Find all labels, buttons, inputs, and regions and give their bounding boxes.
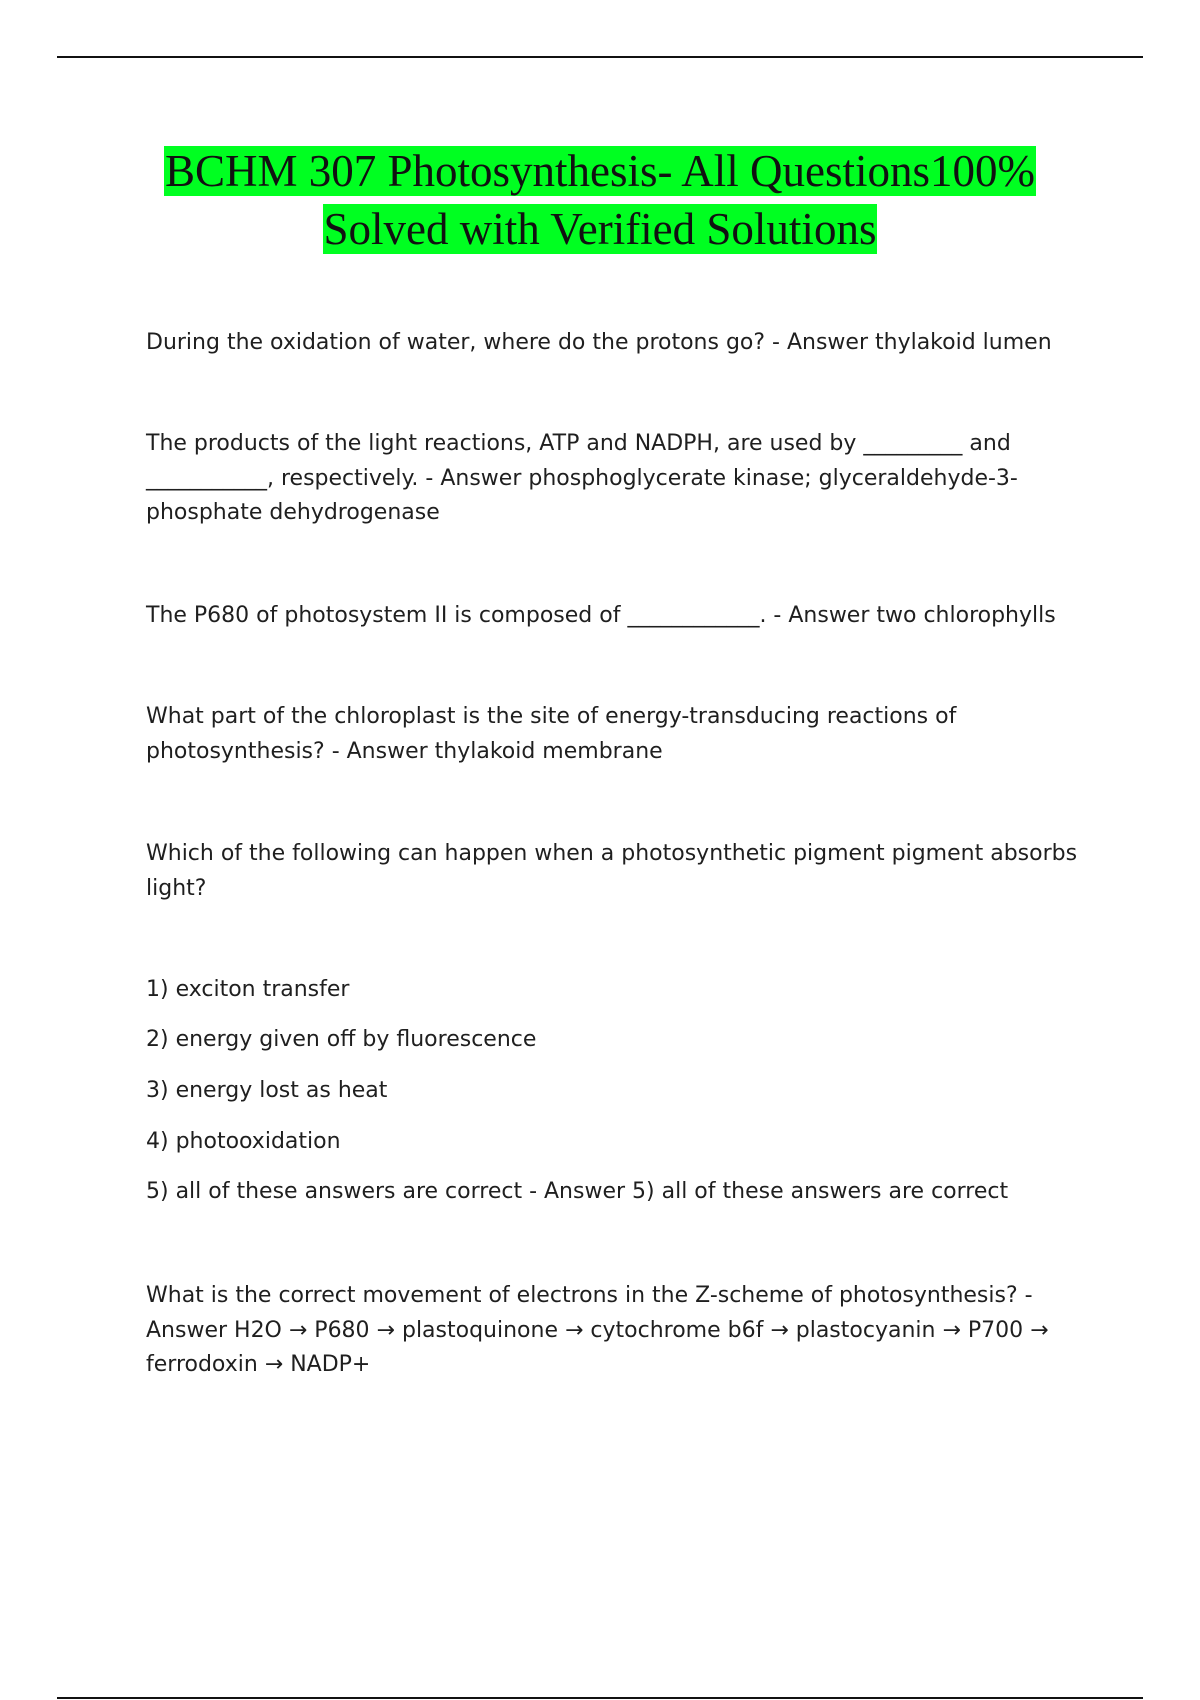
document-title [0, 142, 1200, 258]
bottom-rule [57, 1697, 1143, 1699]
qa-item: Which of the following can happen when a photosynthetic pigment pigment absorbs light? [146, 841, 1078, 901]
option-item: 1) exciton transfer [146, 977, 350, 1002]
qa-item: The P680 of photosystem II is composed of ____________. - Answer two chlorophylls [146, 603, 1056, 628]
qa-item: What is the correct movement of electrons in the Z-scheme of photosynthesis? - Answer H2O → P680 → plastoquinone → cytochrome b6f → plastocyanin → P700 → ferrodoxin → NADP+ [146, 1283, 1049, 1377]
option-item: 4) photooxidation [146, 1129, 341, 1154]
qa-item: The products of the light reactions, ATP and NADPH, are used by _________ and ___________, respectively. - Answer phosphoglycerate kinase; glyceraldehyde-3-phosphate dehydrogenase [146, 431, 1018, 525]
qa-item: What part of the chloroplast is the site of energy-transducing reactions of photosynthesis? - Answer thylakoid membrane [146, 704, 957, 764]
title-line-1: BCHM 307 Photosynthesis- All Questions100% [164, 146, 1036, 196]
option-item: 2) energy given off by fluorescence [146, 1027, 537, 1052]
title-line-2: Solved with Verified Solutions [323, 204, 877, 254]
top-rule [57, 56, 1143, 58]
qa-item: During the oxidation of water, where do the protons go? - Answer thylakoid lumen [146, 330, 1052, 355]
option-item: 5) all of these answers are correct - Answer 5) all of these answers are correct [146, 1179, 1009, 1204]
option-item: 3) energy lost as heat [146, 1078, 388, 1103]
